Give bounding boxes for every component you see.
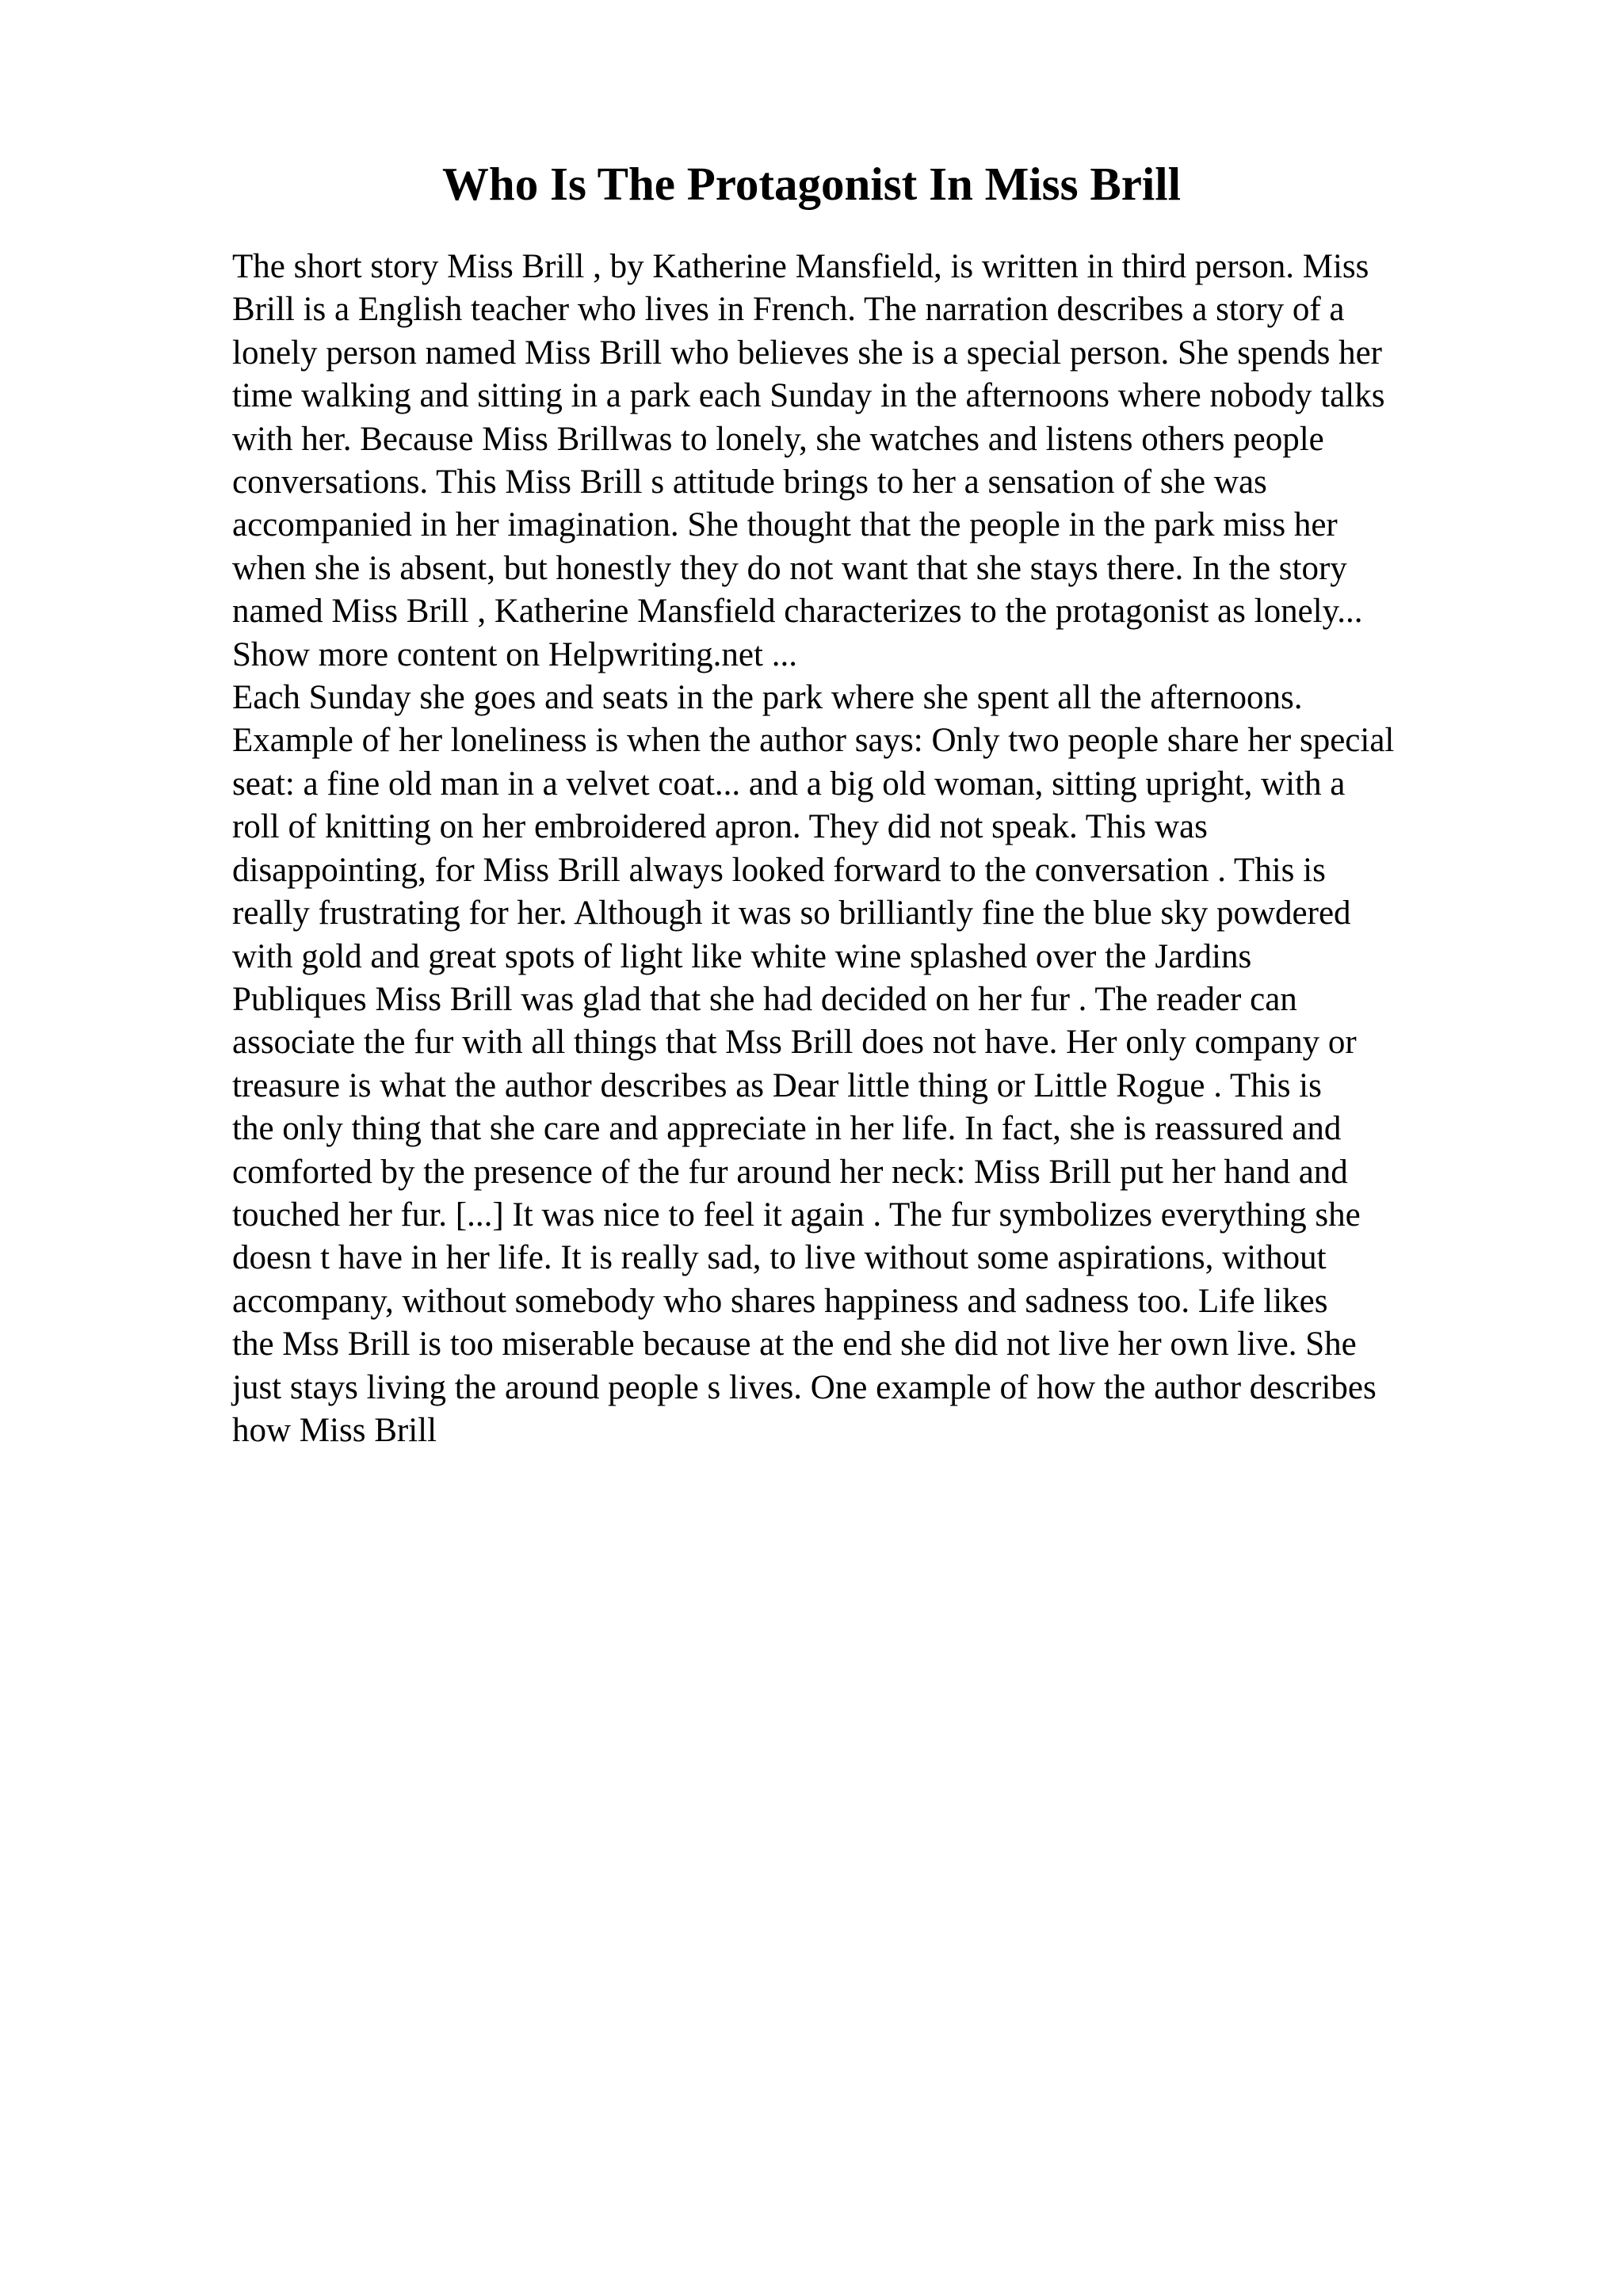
body-line: accompanied in her imagination. She thought that the people in the park miss her bbox=[232, 506, 1338, 544]
body-line: time walking and sitting in a park each Sunday in the afternoons where nobody talks bbox=[232, 377, 1385, 415]
body-line: Brill is a English teacher who lives in French. The narration describes a story of a bbox=[232, 291, 1345, 329]
body-line: doesn t have in her life. It is really sad, to live without some aspirations, without bbox=[232, 1239, 1327, 1277]
body-line: Each Sunday she goes and seats in the park where she spent all the afternoons. bbox=[232, 679, 1303, 717]
body-line: accompany, without somebody who shares happiness and sadness too. Life likes bbox=[232, 1282, 1328, 1320]
body-line: when she is absent, but honestly they do not want that she stays there. In the story bbox=[232, 549, 1347, 587]
body-line: Publiques Miss Brill was glad that she had decided on her fur . The reader can bbox=[232, 980, 1297, 1018]
body-line: the only thing that she care and appreciate in her life. In fact, she is reassured and bbox=[232, 1110, 1342, 1148]
body-line: treasure is what the author describes as Dear little thing or Little Rogue . This is bbox=[232, 1066, 1322, 1104]
body-line: Example of her loneliness is when the author says: Only two people share her special bbox=[232, 722, 1395, 760]
body-line: really frustrating for her. Although it was so brilliantly fine the blue sky powdered bbox=[232, 894, 1351, 933]
show-more-link[interactable]: Show more content on Helpwriting.net ... bbox=[232, 635, 797, 673]
body-line: just stays living the around people s lives. One example of how the author describes bbox=[232, 1368, 1377, 1406]
body-line: touched her fur. [...] It was nice to feel it again . The fur symbolizes everything she bbox=[232, 1196, 1361, 1234]
body-line: roll of knitting on her embroidered apron. They did not speak. This was bbox=[232, 808, 1208, 846]
body-line: lonely person named Miss Brill who believes she is a special person. She spends her bbox=[232, 334, 1382, 372]
body-line: the Mss Brill is too miserable because at the end she did not live her own live. She bbox=[232, 1325, 1357, 1363]
body-line: comforted by the presence of the fur around her neck: Miss Brill put her hand and bbox=[232, 1153, 1348, 1191]
body-line: seat: a fine old man in a velvet coat... and a big old woman, sitting upright, with a bbox=[232, 765, 1346, 803]
body-line: how Miss Brill bbox=[232, 1411, 437, 1449]
body-line: with gold and great spots of light like white wine splashed over the Jardins bbox=[232, 937, 1252, 975]
body-line: named Miss Brill , Katherine Mansfield characterizes to the protagonist as lonely... bbox=[232, 593, 1363, 631]
document-title: Who Is The Protagonist In Miss Brill bbox=[441, 158, 1182, 210]
document-body bbox=[232, 246, 1532, 1452]
body-line: associate the fur with all things that Mss Brill does not have. Her only company or bbox=[232, 1024, 1357, 1062]
body-line: conversations. This Miss Brill s attitude brings to her a sensation of she was bbox=[232, 463, 1267, 502]
body-line: disappointing, for Miss Brill always looked forward to the conversation . This is bbox=[232, 851, 1326, 889]
body-line: The short story Miss Brill , by Katherine Mansfield, is written in third person. Miss bbox=[232, 248, 1369, 285]
body-line: with her. Because Miss Brillwas to lonely, she watches and listens others people bbox=[232, 420, 1324, 458]
